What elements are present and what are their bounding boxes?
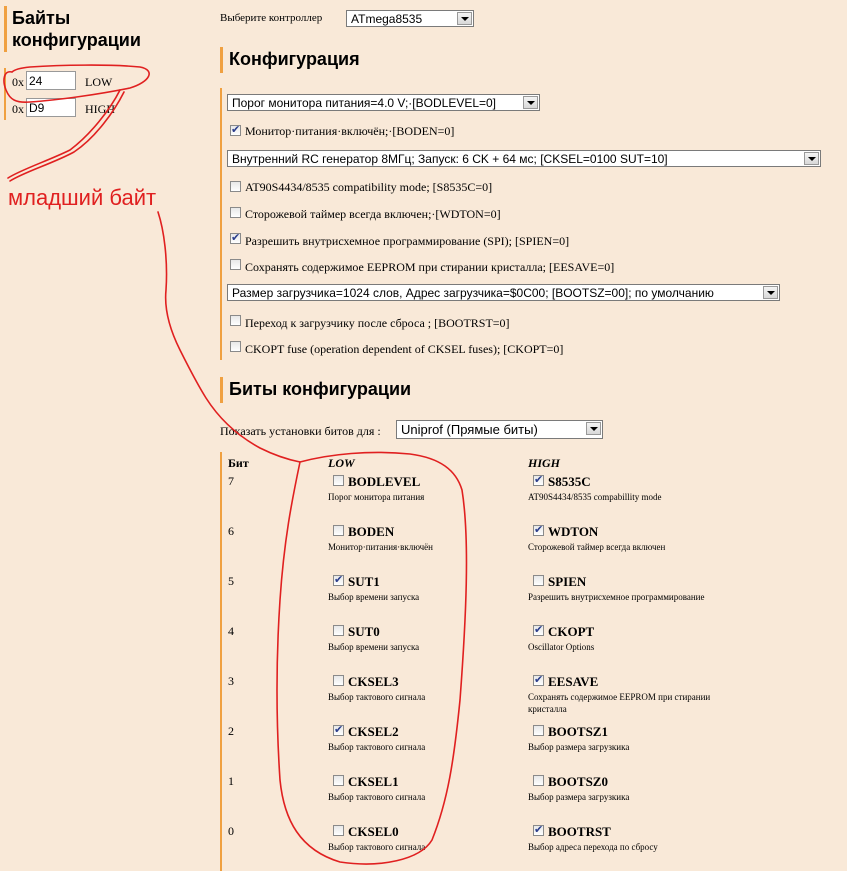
bootsz-select[interactable] [227, 284, 780, 301]
low-prefix: 0x [12, 75, 24, 89]
high-bit-checkbox[interactable] [533, 825, 544, 836]
low-bit-desc: Выбор тактового сигнала [328, 792, 426, 802]
high-bit-checkbox[interactable] [533, 675, 544, 686]
ckopt-checkbox[interactable] [230, 341, 241, 352]
left-title-line2: конфигурации [12, 30, 141, 50]
s8535c-checkbox[interactable] [230, 181, 241, 192]
low-bit-name: BODEN [348, 524, 395, 539]
low-bit-checkbox[interactable] [333, 475, 344, 486]
high-bit-desc: AT90S4434/8535 compabillity mode [528, 492, 662, 502]
high-bit-desc: Выбор адреса перехода по сбросу [528, 842, 658, 852]
low-bit-desc: Порог монитора питания [328, 492, 425, 502]
eesave-checkbox[interactable] [230, 259, 241, 270]
low-bit-name: CKSEL2 [348, 724, 399, 739]
high-label: HIGH [85, 102, 115, 116]
low-bit-name: CKSEL0 [348, 824, 399, 839]
low-bit-name: SUT1 [348, 574, 380, 589]
eesave-label: Сохранять содержимое EEPROM при стирании кристалла; [EESAVE=0] [245, 260, 615, 274]
s8535c-label: AT90S4434/8535 compatibility mode; [S8535C=0] [245, 180, 493, 194]
left-fuse-bar [4, 68, 6, 120]
low-bit-checkbox[interactable] [333, 575, 344, 586]
low-bit-desc: Выбор тактового сигнала [328, 692, 426, 702]
high-bit-desc: Сохранять содержимое EEPROM при стирании кристалла [528, 692, 711, 714]
bit-number: 5 [228, 574, 234, 588]
spien-label: Разрешить внутрисхемное программирование (SPI); [SPIEN=0] [245, 234, 570, 248]
high-bit-checkbox[interactable] [533, 475, 544, 486]
bodlevel-select[interactable] [227, 94, 540, 111]
low-bit-desc: Монитор·питания·включён [328, 542, 433, 552]
left-title-line1: Байты [12, 8, 71, 28]
show-bits-label: Показать установки битов для : [220, 424, 381, 438]
bootrst-label: Переход к загрузчику после сброса ; [BOOTRST=0] [245, 316, 510, 330]
high-bit-desc: Выбор размера загрузкика [528, 742, 630, 752]
controller-select[interactable] [346, 10, 474, 27]
high-bit-checkbox[interactable] [533, 725, 544, 736]
high-bit-desc: Oscillator Options [528, 642, 595, 652]
high-bit-desc: Разрешить внутрисхемное программирование [528, 592, 705, 602]
low-bit-checkbox[interactable] [333, 775, 344, 786]
high-bit-name: EESAVE [548, 674, 599, 689]
bit-number: 6 [228, 524, 234, 538]
left-accent-bar [4, 6, 7, 52]
high-bit-name: WDTON [548, 524, 599, 539]
bit-number: 3 [228, 674, 234, 688]
wdton-checkbox[interactable] [230, 207, 241, 218]
config-body-bar [220, 88, 222, 360]
bits-heading-bar [220, 377, 223, 403]
low-bit-name: CKSEL3 [348, 674, 399, 689]
low-bit-desc: Выбор времени запуска [328, 642, 420, 652]
low-bit-checkbox[interactable] [333, 825, 344, 836]
high-bit-desc: Сторожевой таймер всегда включен [528, 542, 666, 552]
cksel-select-value: Внутренний RC генератор 8МГц; Запуск: 6 CK + 64 мс; [CKSEL=0100 SUT=10] [232, 152, 668, 166]
low-bit-desc: Выбор времени запуска [328, 592, 420, 602]
bits-body-bar [220, 452, 222, 871]
cksel-select[interactable] [227, 150, 821, 167]
spien-checkbox[interactable] [230, 233, 241, 244]
low-bit-desc: Выбор тактового сигнала [328, 742, 426, 752]
bit-number: 2 [228, 724, 234, 738]
high-bit-checkbox[interactable] [533, 575, 544, 586]
controller-select-value: ATmega8535 [351, 12, 423, 26]
col-high-header: HIGH [528, 456, 561, 470]
bootsz-select-value: Размер загрузчика=1024 слов, Адрес загрузчика=$0C00; [BOOTSZ=00]; по умолчанию [232, 286, 714, 300]
config-heading-bar [220, 47, 223, 73]
high-bit-checkbox[interactable] [533, 775, 544, 786]
low-bit-name: BODLEVEL [348, 474, 421, 489]
high-bit-name: S8535C [548, 474, 591, 489]
low-bit-checkbox[interactable] [333, 725, 344, 736]
bit-number: 7 [228, 474, 234, 488]
bodlevel-select-value: Порог монитора питания=4.0 V;·[BODLEVEL=0] [232, 96, 497, 110]
chevron-down-icon [586, 422, 601, 435]
high-bit-checkbox[interactable] [533, 625, 544, 636]
left-panel-title [12, 7, 141, 51]
bit-number: 1 [228, 774, 234, 788]
low-bit-name: SUT0 [348, 624, 380, 639]
high-bit-name: BOOTRST [548, 824, 611, 839]
low-byte-input[interactable]: 24 [26, 71, 76, 90]
chevron-down-icon [763, 286, 778, 299]
chevron-down-icon [457, 12, 472, 25]
high-byte-input[interactable]: D9 [26, 98, 76, 117]
boden-label: Монитор·питания·включён;·[BODEN=0] [245, 124, 455, 138]
low-label: LOW [85, 75, 113, 89]
config-heading: Конфигурация [229, 49, 360, 69]
high-bit-desc: Выбор размера загрузкика [528, 792, 630, 802]
bootrst-checkbox[interactable] [230, 315, 241, 326]
bit-number: 4 [228, 624, 234, 638]
low-bit-name: CKSEL1 [348, 774, 399, 789]
bit-number: 0 [228, 824, 234, 838]
bits-heading: Биты конфигурации [229, 379, 412, 399]
low-bit-checkbox[interactable] [333, 675, 344, 686]
controller-label: Выберите контроллер [220, 12, 323, 24]
wdton-label: Сторожевой таймер всегда включен;·[WDTON=0] [245, 207, 501, 221]
low-bit-desc: Выбор тактового сигнала [328, 842, 426, 852]
high-bit-checkbox[interactable] [533, 525, 544, 536]
annotation-text: младший байт [8, 185, 157, 210]
boden-checkbox[interactable] [230, 125, 241, 136]
bits-view-select-value: Uniprof (Прямые биты) [401, 422, 538, 437]
high-bit-name: SPIEN [548, 574, 587, 589]
high-bit-name: BOOTSZ0 [548, 774, 608, 789]
col-low-header: LOW [328, 456, 355, 470]
high-bit-name: CKOPT [548, 624, 595, 639]
low-bit-checkbox[interactable] [333, 525, 344, 536]
ckopt-label: CKOPT fuse (operation dependent of CKSEL fuses); [CKOPT=0] [245, 342, 564, 356]
chevron-down-icon [523, 96, 538, 109]
low-bit-checkbox[interactable] [333, 625, 344, 636]
chevron-down-icon [804, 152, 819, 165]
high-bit-name: BOOTSZ1 [548, 724, 608, 739]
bits-view-select[interactable] [396, 420, 603, 439]
high-prefix: 0x [12, 102, 24, 116]
col-bit-header: Бит [228, 456, 249, 470]
